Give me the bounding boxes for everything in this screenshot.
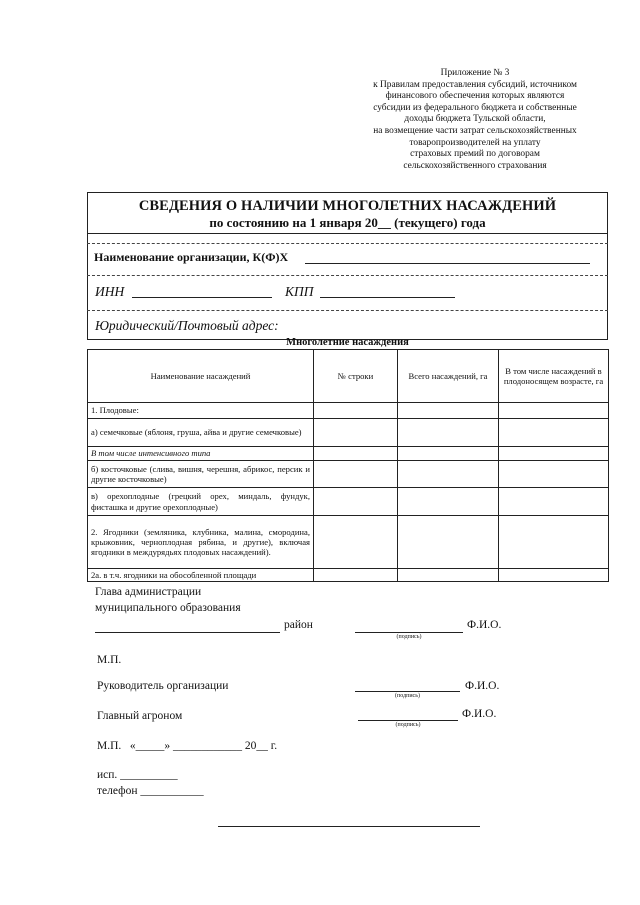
divider [87, 275, 608, 276]
fruiting-area-cell[interactable] [499, 516, 609, 569]
appendix-line: Приложение № 3 [440, 68, 510, 78]
row-number-cell[interactable] [314, 488, 398, 516]
appendix-line: субсидии из федерального бюджета и собственные [373, 102, 577, 113]
district-label: район [284, 619, 313, 631]
director-label: Руководитель организации [97, 680, 229, 692]
fruiting-area-cell[interactable] [499, 419, 609, 447]
row-number-cell[interactable] [314, 447, 398, 461]
row-name: В том числе интенсивного типа [88, 447, 314, 461]
table-row [88, 569, 609, 582]
row-name: б) косточковые (слива, вишня, черешня, абрикос, персик и другие косточковые) [88, 461, 314, 488]
appendix-note [340, 68, 610, 172]
column-header: Всего насаждений, га [398, 350, 499, 403]
row-name: 2. Ягодники (земляника, клубника, малина, смородина, крыжовник, черноплодная рябина, и другие), включая ягодники в междурядьях плодовых насаждений). [88, 516, 314, 569]
kpp-label: КПП [285, 284, 314, 299]
fio-label: Ф.И.О. [467, 619, 502, 631]
table-header-row [88, 350, 609, 403]
row-name: 2а. в т.ч. ягодники на обособленной площади [88, 569, 314, 582]
signature-hint: (подпись) [396, 634, 422, 640]
agronomist-signature-field[interactable] [358, 720, 458, 721]
table-section-title: Многолетние насаждения [286, 337, 409, 348]
head-title-line2: муниципального образования [95, 602, 241, 614]
fruiting-area-cell[interactable] [499, 488, 609, 516]
district-field[interactable] [95, 632, 280, 633]
table-row [88, 516, 609, 569]
total-area-cell[interactable] [398, 569, 499, 582]
table-row [88, 488, 609, 516]
appendix-line: сельскохозяйственного страхования [403, 160, 547, 171]
row-number-cell[interactable] [314, 516, 398, 569]
table-row [88, 419, 609, 447]
fruiting-area-cell[interactable] [499, 403, 609, 419]
total-area-cell[interactable] [398, 516, 499, 569]
total-area-cell[interactable] [398, 419, 499, 447]
table-row [88, 403, 609, 419]
head-title-line1: Глава администрации [95, 586, 202, 598]
appendix-line: к Правилам предоставления субсидий, источником [373, 79, 577, 90]
date-line[interactable]: М.П. «_____» ____________ 20__ г. [97, 740, 278, 752]
kpp-field[interactable] [320, 297, 455, 298]
appendix-line: страховых премий по договорам [410, 149, 540, 160]
stamp-label: М.П. [97, 654, 122, 666]
form-subtitle: по состоянию на 1 января 20__ (текущего) года [209, 215, 486, 230]
fruiting-area-cell[interactable] [499, 569, 609, 582]
signature-hint: (подпись) [395, 722, 421, 728]
appendix-line: доходы бюджета Тульской области, [404, 114, 546, 125]
fruiting-area-cell[interactable] [499, 447, 609, 461]
head-signature-field[interactable] [355, 632, 463, 633]
table-row [88, 447, 609, 461]
executor-line[interactable]: исп. __________ [97, 769, 178, 781]
divider [87, 243, 608, 244]
form-title: СВЕДЕНИЯ О НАЛИЧИИ МНОГОЛЕТНИХ НАСАЖДЕНИЙ [138, 198, 557, 214]
fruiting-area-cell[interactable] [499, 461, 609, 488]
divider [87, 310, 608, 311]
inn-field[interactable] [132, 297, 272, 298]
phone-line[interactable]: телефон ___________ [97, 785, 204, 797]
bottom-rule [218, 826, 480, 827]
row-number-cell[interactable] [314, 569, 398, 582]
inn-label: ИНН [95, 284, 125, 299]
address-label: Юридический/Почтовый адрес: [95, 318, 279, 333]
column-header: № строки [314, 350, 398, 403]
total-area-cell[interactable] [398, 461, 499, 488]
row-number-cell[interactable] [314, 461, 398, 488]
row-number-cell[interactable] [314, 403, 398, 419]
divider [87, 233, 608, 234]
row-number-cell[interactable] [314, 419, 398, 447]
signature-hint: (подпись) [395, 693, 420, 699]
appendix-line: товаропроизводителей на уплату [409, 137, 541, 148]
total-area-cell[interactable] [398, 403, 499, 419]
total-area-cell[interactable] [398, 447, 499, 461]
director-signature-field[interactable] [355, 691, 460, 692]
total-area-cell[interactable] [398, 488, 499, 516]
row-name: 1. Плодовые: [88, 403, 314, 419]
column-header: В том числе насаждений в плодоносящем возрасте, га [499, 350, 609, 403]
plantings-table [87, 349, 609, 582]
agronomist-label: Главный агроном [97, 710, 183, 722]
appendix-line: на возмещение части затрат сельскохозяйственных [373, 125, 577, 136]
fio-label: Ф.И.О. [462, 708, 497, 720]
column-header: Наименование насаждений [88, 350, 314, 403]
fio-label: Ф.И.О. [465, 680, 500, 692]
org-name-field[interactable] [305, 263, 590, 264]
appendix-line: финансового обеспечения которых являются [385, 91, 565, 102]
row-name: в) орехоплодные (грецкий орех, миндаль, фундук, фисташка и другие орехоплодные) [88, 488, 314, 516]
table-row [88, 461, 609, 488]
org-name-label: Наименование организации, К(Ф)Х [94, 250, 289, 264]
row-name: а) семечковые (яблоня, груша, айва и другие семечковые) [88, 419, 314, 447]
